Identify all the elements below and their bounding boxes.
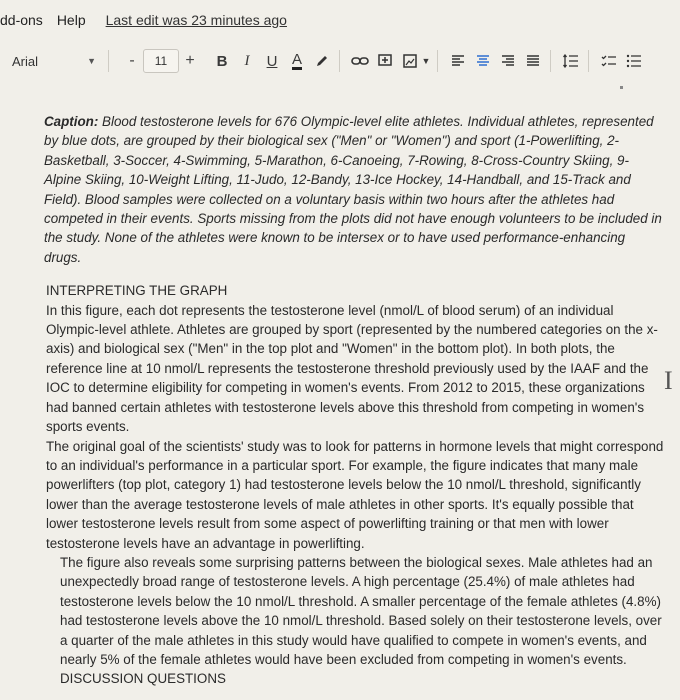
caption-text: Blood testosterone levels for 676 Olympic-level elite athletes. Individual athletes, represented by blue dots, are grouped by their biological sex ("Men" or "Women") and sport (1-Powerlifting, 2-Basketball, 3-Soccer, 4-Swimming, 5-Marathon, 6-Canoeing, 7-Rowing, 8-Cross-Country Skiing, 9-Alpine Skiing, 10-Weight Lifting, 11-Judo, 12-Bandy, 13-Ice Hockey, 14-Handball, and 15-Track and Field). Blood samples were collected on a voluntary basis within two hours after the athletes had competed in their events. Sports missing from the plots did not have enough volunteers to be included in the study. None of the athletes were known to be intersex or to have used performance-enhancing drugs. xyxy=(44,114,662,265)
chevron-down-icon[interactable]: ▼ xyxy=(421,56,431,66)
formatting-toolbar xyxy=(0,44,680,78)
highlight-pen-icon[interactable] xyxy=(311,48,333,74)
italic-button[interactable]: I xyxy=(244,52,250,69)
text-cursor-icon: I xyxy=(664,366,673,395)
toolbar-divider xyxy=(339,50,340,72)
interpreting-heading: INTERPRETING THE GRAPH xyxy=(46,283,228,299)
menu-help[interactable]: Help xyxy=(56,12,86,28)
chevron-down-icon: ▼ xyxy=(87,56,96,66)
text-color-button[interactable] xyxy=(286,48,308,74)
align-justify-icon[interactable] xyxy=(522,48,544,74)
toolbar-divider xyxy=(588,50,589,72)
text-color-label: A xyxy=(291,50,302,68)
figure-caption xyxy=(40,112,665,267)
insert-image-icon[interactable] xyxy=(399,48,421,74)
insert-comment-icon[interactable] xyxy=(374,48,396,74)
decrease-font-size-button[interactable]: - xyxy=(129,52,135,69)
toolbar-divider xyxy=(437,50,438,72)
menu-bar xyxy=(0,0,680,40)
align-right-icon[interactable] xyxy=(497,48,519,74)
font-size-group xyxy=(121,49,201,73)
link-icon[interactable] xyxy=(349,48,371,74)
paragraph-interpreting: In this figure, each dot represents the testosterone level (nmol/L of blood serum) of an individual Olympic-level athlete. Athletes are grouped by sport (represented by the numbered categories on the x-axis) and biological sex ("Men" in the top plot and "Women" in the bottom plot). In both plots, the reference line at 10 nmol/L represents the testosterone threshold previously used by the IAAF and the IOC to determine eligibility for competing in women's events. From 2012 to 2015, these organizations had banned certain athletes with testosterone levels above this threshold from competing in women's sports events. xyxy=(46,302,658,435)
toolbar-divider xyxy=(550,50,551,72)
font-family-select[interactable] xyxy=(12,54,102,69)
font-family-value: Arial xyxy=(12,53,39,69)
align-left-icon[interactable] xyxy=(447,48,469,74)
increase-font-size-button[interactable]: + xyxy=(185,52,195,69)
last-edit-link[interactable]: Last edit was 23 minutes ago xyxy=(105,12,287,28)
paragraph-study-goal: The original goal of the scientists' study was to look for patterns in hormone levels that might correspond to an individual's performance in a particular sport. For example, the figure indicates that many male powerlifters (top plot, category 1) had testosterone levels below the 10 nmol/L threshold, significantly lower than the average testosterone levels of male athletes in other sports. It's equally possible that lower testosterone levels result from some aspect of powerlifting training or that men with lower testosterone levels have an advantage in powerlifting. xyxy=(46,438,664,551)
checklist-icon[interactable] xyxy=(598,48,620,74)
paragraph-sex-patterns: The figure also reveals some surprising patterns between the biological sexes. Male athletes had an unexpectedly broad range of testosterone levels. A high percentage (25.4%) of male athletes had testosterone levels below the 10 nmol/L threshold. A smaller percentage of the female athletes (4.8%) had testosterone levels above the 10 nmol/L threshold. Based solely on their testosterone levels, over a quarter of the male athletes in this study would have qualified to compete in women's events, and nearly 5% of the female athletes would have been excluded from competing in women's events. xyxy=(60,554,662,667)
document-body[interactable] xyxy=(40,112,665,689)
page-mark xyxy=(620,86,623,89)
caption-label: Caption: xyxy=(44,114,99,129)
line-spacing-icon[interactable] xyxy=(560,48,582,74)
font-size-input[interactable]: 11 xyxy=(143,49,179,73)
menu-addons[interactable]: dd-ons xyxy=(0,12,43,28)
underline-button[interactable]: U xyxy=(266,52,278,70)
bold-button[interactable]: B xyxy=(216,52,228,70)
align-center-icon[interactable] xyxy=(472,48,494,74)
toolbar-divider xyxy=(108,50,109,72)
discussion-heading: DISCUSSION QUESTIONS xyxy=(60,671,226,687)
bulleted-list-icon[interactable] xyxy=(623,48,645,74)
